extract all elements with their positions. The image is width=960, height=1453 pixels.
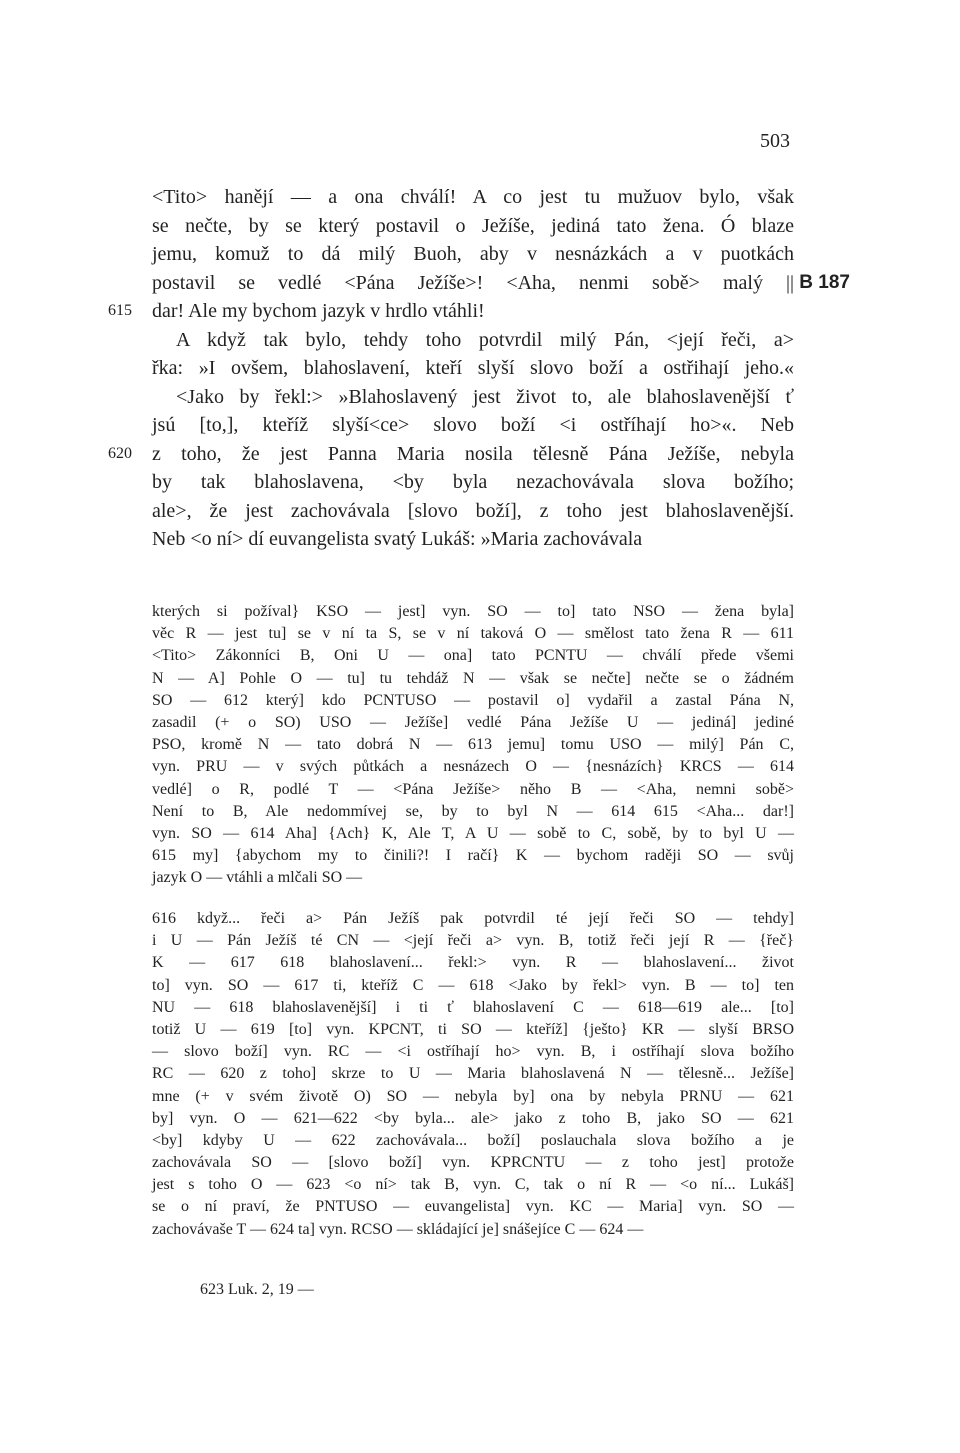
apparatus-line: Není to B, Ale nedommívej se, by to byl N — 614 615 <Aha... dar!] bbox=[152, 802, 794, 820]
apparatus-line: 616 když... řeči a> Pán Ježíš pak potvrdil té její řeči SO — tehdy] bbox=[152, 910, 794, 927]
apparatus-line: NU — 618 blahoslavenější] i ti ť blahoslavení C — 618—619 ale... [to] bbox=[152, 998, 794, 1016]
apparatus-line: <by] kdyby U — 622 zachovávala... boží] poslauchala slova božího a je bbox=[152, 1131, 794, 1149]
text-line-content: řka: »I ovšem, blahoslavení, kteří slyší slovo boží a ostřihají jeho.« bbox=[152, 357, 794, 379]
text-line-content: postavil se vedlé <Pána Ježíše>! <Aha, nenmi sobě> malý || bbox=[152, 271, 794, 294]
text-line bbox=[152, 354, 794, 383]
text-line bbox=[152, 497, 794, 526]
text-line bbox=[152, 326, 794, 355]
apparatus-line: vyn. PRU — v svých půtkách a nesnázech O — {nesnázích} KRCS — 614 bbox=[152, 758, 794, 776]
apparatus-line: SO — 612 který] kdo PCNTUSO — postavil o] vydařil a zastal Pána N, bbox=[152, 691, 794, 709]
critical-apparatus-1 bbox=[152, 601, 794, 889]
text-line bbox=[152, 383, 794, 412]
apparatus-line: se o ní praví, že PNTUSO — euvangelista] vyn. KC — Maria] vyn. SO — bbox=[152, 1198, 794, 1216]
main-text bbox=[108, 183, 850, 554]
apparatus-line: i U — Pán Ježíš té CN — <její řeči a> vyn. B, totiž řeči její R — {řeč} bbox=[152, 932, 794, 950]
text-line-content: dar! Ale my bychom jazyk v hrdlo vtáhli! bbox=[152, 300, 485, 322]
text-line bbox=[108, 440, 794, 469]
text-line-content: z toho, že jest Panna Maria nosila tělesně Pána Ježíše, nebyla bbox=[152, 442, 794, 465]
apparatus-line: N — A] Pohle O — tu] tu tehdáž N — však se nečte] nečte se o žádném bbox=[152, 669, 794, 687]
text-line bbox=[152, 269, 850, 298]
apparatus-line: jazyk O — vtáhli a mlčali SO — bbox=[152, 869, 363, 887]
line-number: 615 bbox=[108, 302, 132, 319]
text-line bbox=[152, 525, 794, 554]
apparatus-line: — slovo boží] vyn. RC — <i ostříhají ho> vyn. B, i ostříhají slova božího bbox=[152, 1043, 794, 1061]
apparatus-line: jest s toho O — 623 <o ní> tak B, vyn. C, tak o ní R — <o ní... Lukáš] bbox=[152, 1176, 794, 1194]
apparatus-line: RC — 620 z toho] skrze to U — Maria blahoslavená N — tělesně... Ježíše] bbox=[152, 1065, 794, 1083]
page-number: 503 bbox=[760, 130, 790, 152]
text-line-content: jemu, komuž to dá milý Buoh, aby v nesnázkách a v puotkách bbox=[152, 243, 794, 265]
line-number: 620 bbox=[108, 444, 132, 462]
text-line-content: A když tak bylo, tehdy toho potvrdil milý Pán, <její řeči, a> bbox=[176, 328, 794, 351]
text-line-content: <Jako by řekl:> »Blahoslavený jest život to, ale blahoslavenější ť bbox=[176, 385, 794, 408]
text-line bbox=[152, 468, 794, 497]
text-line-content: se nečte, by se který postavil o Ježíše, jediná tato žena. Ó blaze bbox=[152, 214, 794, 237]
critical-apparatus-2 bbox=[152, 908, 794, 1241]
apparatus-line: zachovávala SO — [slovo boží] vyn. KPRCNTU — z toho jest] protože bbox=[152, 1154, 794, 1172]
apparatus-line: vyn. SO — 614 Aha] {Ach} K, Ale T, A U — sobě to C, sobě, by to byl U — bbox=[152, 824, 794, 842]
apparatus-line: mne (+ v svém životě O) SO — nebyla by] ona by nebyla PRNU — 621 bbox=[152, 1087, 794, 1105]
apparatus-line: PSO, kromě N — tato dobrá N — 613 jemu] tomu USO — milý] Pán C, bbox=[152, 736, 794, 754]
apparatus-line: 615 my] {abychom my to činili?! I račí} K — bychom raději SO — svůj bbox=[152, 847, 794, 865]
text-line-content: by tak blahoslavena, <by byla nezachovávala slova božího; bbox=[152, 471, 794, 493]
folio-marker: B 187 bbox=[799, 271, 850, 293]
text-line-content: <Tito> hanějí — a ona chválí! A co jest tu mužuov bylo, však bbox=[152, 186, 794, 208]
apparatus-line: totiž U — 619 [to] vyn. KPCNT, ti SO — kteříž] {ješto} KR — slyší BRSO bbox=[152, 1020, 794, 1038]
text-line bbox=[152, 240, 794, 269]
text-line-content: Neb <o ní> dí euvangelista svatý Lukáš: »Maria zachovávala bbox=[152, 528, 643, 550]
apparatus-line: kterých si požíval} KSO — jest] vyn. SO — to] tato NSO — žena byla] bbox=[152, 603, 794, 620]
apparatus-line: zachovávaše T — 624 ta] vyn. RCSO — skládající je] snášejíce C — 624 — bbox=[152, 1220, 644, 1238]
footnote: 623 Luk. 2, 19 — bbox=[200, 1281, 314, 1298]
apparatus-line: <Tito> Zákonníci B, Oni U — ona] tato PCNTU — chválí přede všemi bbox=[152, 647, 794, 665]
apparatus-line: by] vyn. O — 621—622 <by byla... ale> jako z toho B, jako SO — 621 bbox=[152, 1109, 794, 1127]
apparatus-line: K — 617 618 blahoslavení... řekl:> vyn. R — blahoslavení... život bbox=[152, 954, 794, 972]
apparatus-line: zasadil (+ o SO) USO — Ježíše] vedlé Pána Ježíše U — jediná] jediné bbox=[152, 713, 794, 731]
text-line bbox=[152, 212, 794, 241]
text-line-content: ale>, že jest zachovávala [slovo boží], z toho jest blahoslavenější. bbox=[152, 499, 794, 522]
text-line-content: jsú [to,], kteříž slyší<ce> slovo boží <i ostříhají ho>«. Neb bbox=[152, 414, 794, 436]
apparatus-line: věc R — jest tu] se v ní ta S, se v ní taková O — smělost tato žena R — 611 bbox=[152, 625, 794, 643]
apparatus-line: vedlé] o R, podlé T — <Pána Ježíše> něho B — <Aha, nemni sobě> bbox=[152, 780, 794, 798]
text-line bbox=[152, 183, 794, 212]
text-line bbox=[108, 297, 794, 326]
apparatus-line: to] vyn. SO — 617 ti, kteříž C — 618 <Jako by řekl> vyn. B — to] ten bbox=[152, 976, 794, 994]
text-line bbox=[152, 411, 794, 440]
